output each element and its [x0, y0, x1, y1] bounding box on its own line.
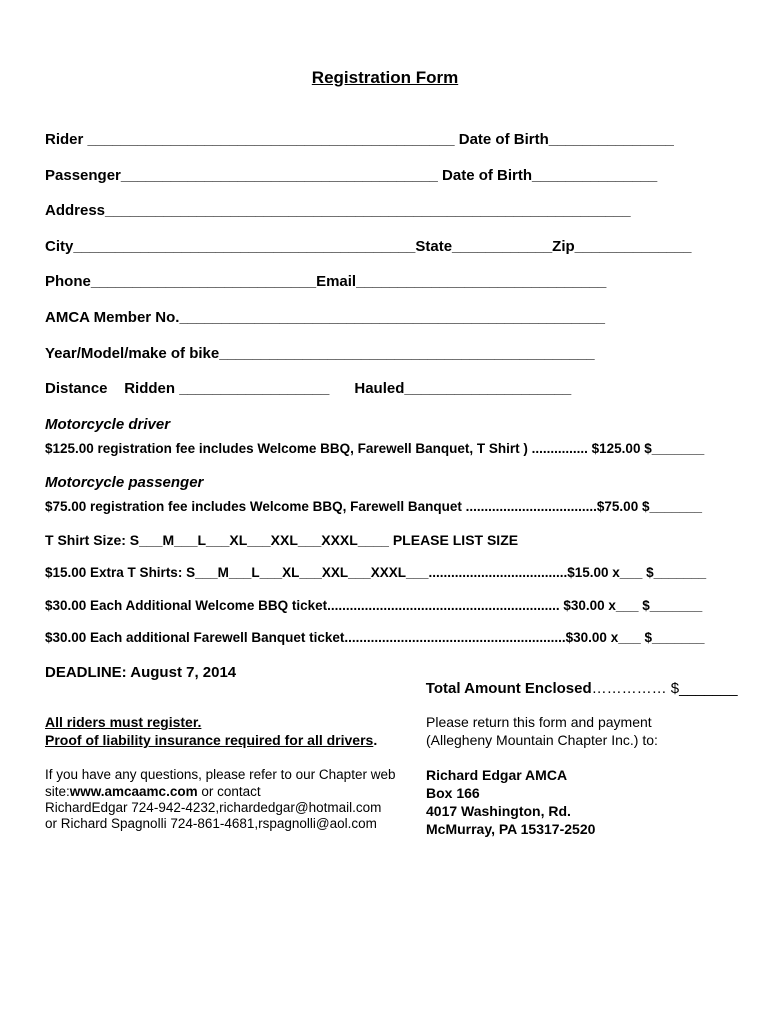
form-title: Registration Form [311, 68, 459, 87]
distance-field: Distance Ridden __________________ Hauled____________________ [45, 380, 572, 397]
city-state-zip-field: City_________________________________________State____________Zip______________ [45, 238, 692, 255]
rider-field: Rider ____________________________________________ Date of Birth_______________ [45, 131, 674, 148]
tshirt-size-line: T Shirt Size: S___M___L___XL___XXL___XXXL____ PLEASE LIST SIZE [45, 532, 519, 548]
must-register-note: All riders must register. [45, 714, 202, 730]
passenger-field: Passenger______________________________________ Date of Birth_______________ [45, 167, 658, 184]
mail-box: Box 166 [426, 785, 480, 801]
site-suffix: or contact [197, 784, 261, 799]
phone-email-field: Phone___________________________Email______________________________ [45, 273, 607, 290]
extra-tshirts-line: $15.00 Extra T Shirts: S___M___L___XL___XXL___XXXL___.....................................$15.00 x___ $_______ [45, 565, 707, 580]
amca-member-field: AMCA Member No.___________________________________________________ [45, 309, 605, 326]
passenger-heading: Motorcycle passenger [45, 474, 204, 491]
site-line [45, 785, 261, 799]
passenger-fee-line: $75.00 registration fee includes Welcome BBQ, Farewell Banquet ...................................$75.00 $_______ [45, 499, 703, 514]
mail-name: Richard Edgar AMCA [426, 767, 568, 783]
questions-line: If you have any questions, please refer to our Chapter web [45, 767, 396, 782]
banquet-ticket-line: $30.00 Each additional Farewell Banquet ticket...........................................................$30.00 x___ $_______ [45, 630, 705, 645]
total-label: Total Amount Enclosed [425, 680, 592, 697]
driver-heading: Motorcycle driver [45, 416, 171, 433]
total-amount [408, 665, 738, 713]
contact-line-1: RichardEdgar 724-942-4232,richardedgar@hotmail.com [45, 800, 382, 815]
bbq-ticket-line: $30.00 Each Additional Welcome BBQ ticket.............................................................. $30.00 x___ $_______ [45, 598, 703, 613]
contact-line-2: or Richard Spagnolli 724-861-4681,rspagnolli@aol.com [45, 816, 377, 831]
mail-street: 4017 Washington, Rd. [426, 803, 571, 819]
address-field: Address_______________________________________________________________ [45, 202, 631, 219]
return-line-2: (Allegheny Mountain Chapter Inc.) to: [426, 732, 658, 748]
site-prefix: site: [45, 784, 70, 799]
insurance-note [45, 733, 377, 747]
insurance-period: . [373, 732, 378, 748]
return-line-1: Please return this form and payment [426, 714, 652, 730]
bike-field: Year/Model/make of bike_____________________________________________ [45, 345, 595, 362]
deadline: DEADLINE: August 7, 2014 [45, 664, 237, 681]
total-blank: …………… $_______ [591, 680, 738, 697]
driver-fee-line: $125.00 registration fee includes Welcome BBQ, Farewell Banquet, T Shirt ) ............... $125.00 $_______ [45, 441, 705, 456]
insurance-text: Proof of liability insurance required for all drivers [45, 732, 374, 748]
mail-city: McMurray, PA 15317-2520 [426, 821, 596, 837]
website-link[interactable]: www.amcaamc.com [69, 784, 198, 799]
